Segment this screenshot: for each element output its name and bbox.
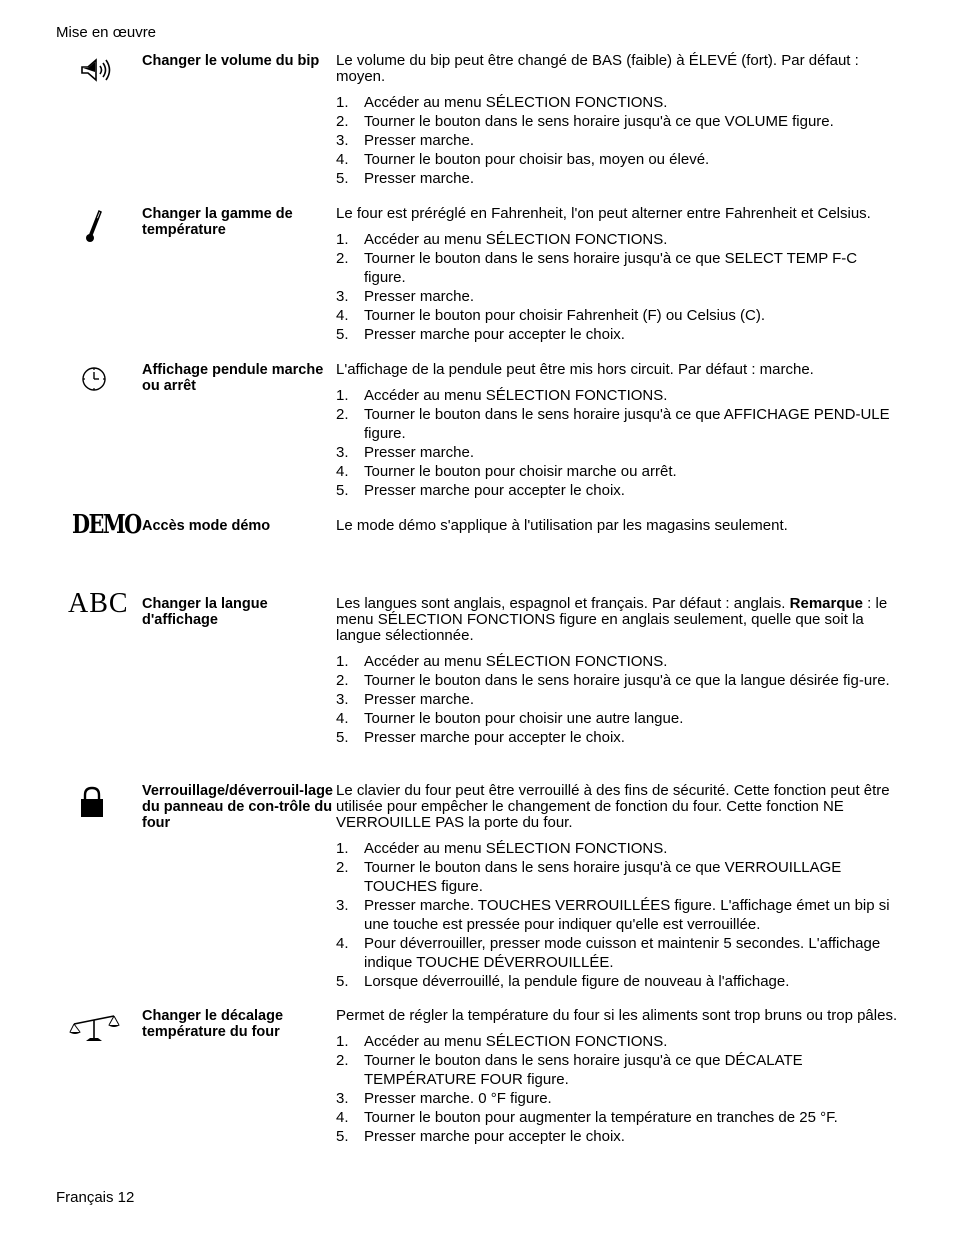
section-intro: Permet de régler la température du four si les aliments sont trop bruns ou trop pâles. bbox=[336, 1007, 898, 1024]
section-intro: Le clavier du four peut être verrouillé à des fins de sécurité. Cette fonction peut être utilisée pour empêcher le changement de fonction du four. Cette fonction NE VERROUILLE PAS la porte du four. bbox=[336, 782, 890, 831]
section-intro: Les langues sont anglais, espagnol et français. Par défaut : anglais. Remarque : le menu SÉLECTION FONCTIONS figure en anglais seulement, quelle que soit la langue sélectionnée. bbox=[336, 595, 888, 644]
list-item: 1. Accéder au menu SÉLECTION FONCTIONS. bbox=[336, 387, 668, 404]
section-title: Changer la langue d'affichage bbox=[142, 596, 268, 628]
list-item: 4. Tourner le bouton pour choisir Fahrenheit (F) ou Celsius (C). bbox=[336, 307, 766, 324]
page-footer: Français 12 bbox=[56, 1189, 135, 1206]
step-list bbox=[336, 230, 898, 344]
list-item: 4. Tourner le bouton pour choisir marche ou arrêt. bbox=[336, 463, 677, 480]
remark-label: Remarque bbox=[789, 595, 863, 612]
list-item: 5. Presser marche pour accepter le choix. bbox=[336, 482, 625, 499]
section-intro: Le volume du bip peut être changé de BAS (faible) à ÉLEVÉ (fort). Par défaut : moyen. bbox=[336, 52, 859, 85]
list-item: 5. Presser marche pour accepter le choix. bbox=[336, 326, 625, 343]
speaker-icon bbox=[70, 55, 118, 85]
section-title: Affichage pendule marche ou arrêt bbox=[142, 362, 324, 394]
list-item: 1. Accéder au menu SÉLECTION FONCTIONS. bbox=[336, 1033, 668, 1050]
list-item: 4. Tourner le bouton pour choisir bas, moyen ou élevé. bbox=[336, 151, 710, 168]
list-item: 2. Tourner le bouton dans le sens horaire jusqu'à ce que la langue désirée fig-ure. bbox=[336, 672, 890, 689]
list-item: 2. Tourner le bouton dans le sens horaire jusqu'à ce que SELECT TEMP F-C figure. bbox=[336, 250, 858, 286]
page-header: Mise en œuvre bbox=[56, 24, 157, 41]
list-item: 1. Accéder au menu SÉLECTION FONCTIONS. bbox=[336, 653, 668, 670]
section-title: Accès mode démo bbox=[142, 518, 271, 534]
list-item: 5. Presser marche. bbox=[336, 170, 475, 187]
list-item: 2. Tourner le bouton dans le sens horaire jusqu'à ce que VERROUILLAGE TOUCHES figure. bbox=[336, 859, 842, 895]
list-item: 2. Tourner le bouton dans le sens horaire jusqu'à ce que VOLUME figure. bbox=[336, 113, 834, 130]
scale-icon bbox=[68, 1010, 120, 1044]
list-item: 3. Presser marche. bbox=[336, 444, 475, 461]
section-title: Changer la gamme de température bbox=[142, 206, 293, 238]
section-intro: Le mode démo s'applique à l'utilisation par les magasins seulement. bbox=[336, 517, 788, 534]
list-item: 4. Tourner le bouton pour choisir une autre langue. bbox=[336, 710, 684, 727]
list-item: 3. Presser marche. bbox=[336, 691, 475, 708]
list-item: 5. Presser marche pour accepter le choix. bbox=[336, 1128, 625, 1145]
thermometer-icon bbox=[70, 208, 118, 248]
section-intro: L'affichage de la pendule peut être mis hors circuit. Par défaut : marche. bbox=[336, 361, 814, 378]
list-item: 5. Lorsque déverrouillé, la pendule figure de nouveau à l'affichage. bbox=[336, 973, 790, 990]
step-list bbox=[336, 386, 898, 500]
list-item: 1. Accéder au menu SÉLECTION FONCTIONS. bbox=[336, 231, 668, 248]
list-item: 1. Accéder au menu SÉLECTION FONCTIONS. bbox=[336, 94, 668, 111]
step-list bbox=[336, 839, 898, 991]
section-intro: Le four est préréglé en Fahrenheit, l'on peut alterner entre Fahrenheit et Celsius. bbox=[336, 205, 871, 222]
list-item: 2. Tourner le bouton dans le sens horaire jusqu'à ce que AFFICHAGE PEND-ULE figure. bbox=[336, 406, 890, 442]
list-item: 4. Pour déverrouiller, presser mode cuisson et maintenir 5 secondes. L'affichage indique TOUCHE DÉVERROUILLÉE. bbox=[336, 935, 881, 971]
step-list bbox=[336, 652, 898, 747]
abc-icon: ABC bbox=[68, 588, 129, 619]
section-title: Verrouillage/déverrouil-lage du panneau de con-trôle du four bbox=[142, 783, 333, 831]
list-item: 1. Accéder au menu SÉLECTION FONCTIONS. bbox=[336, 840, 668, 857]
step-list bbox=[336, 93, 898, 188]
list-item: 2. Tourner le bouton dans le sens horaire jusqu'à ce que DÉCALATE TEMPÉRATURE FOUR figure. bbox=[336, 1052, 803, 1088]
section-title: Changer le décalage température du four bbox=[142, 1008, 284, 1040]
list-item: 3. Presser marche. bbox=[336, 132, 475, 149]
clock-icon bbox=[70, 364, 118, 394]
step-list bbox=[336, 1032, 898, 1146]
list-item: 3. Presser marche. TOUCHES VERROUILLÉES figure. L'affichage émet un bip si une touche est pressée pour indiquer qu'elle est verrouillée. bbox=[336, 897, 890, 933]
list-item: 5. Presser marche pour accepter le choix. bbox=[336, 729, 625, 746]
demo-icon: DEMO bbox=[72, 510, 141, 540]
lock-icon bbox=[70, 785, 118, 819]
list-item: 3. Presser marche. bbox=[336, 288, 475, 305]
list-item: 4. Tourner le bouton pour augmenter la température en tranches de 25 °F. bbox=[336, 1109, 838, 1126]
section-title: Changer le volume du bip bbox=[142, 53, 320, 69]
list-item: 3. Presser marche. 0 °F figure. bbox=[336, 1090, 552, 1107]
